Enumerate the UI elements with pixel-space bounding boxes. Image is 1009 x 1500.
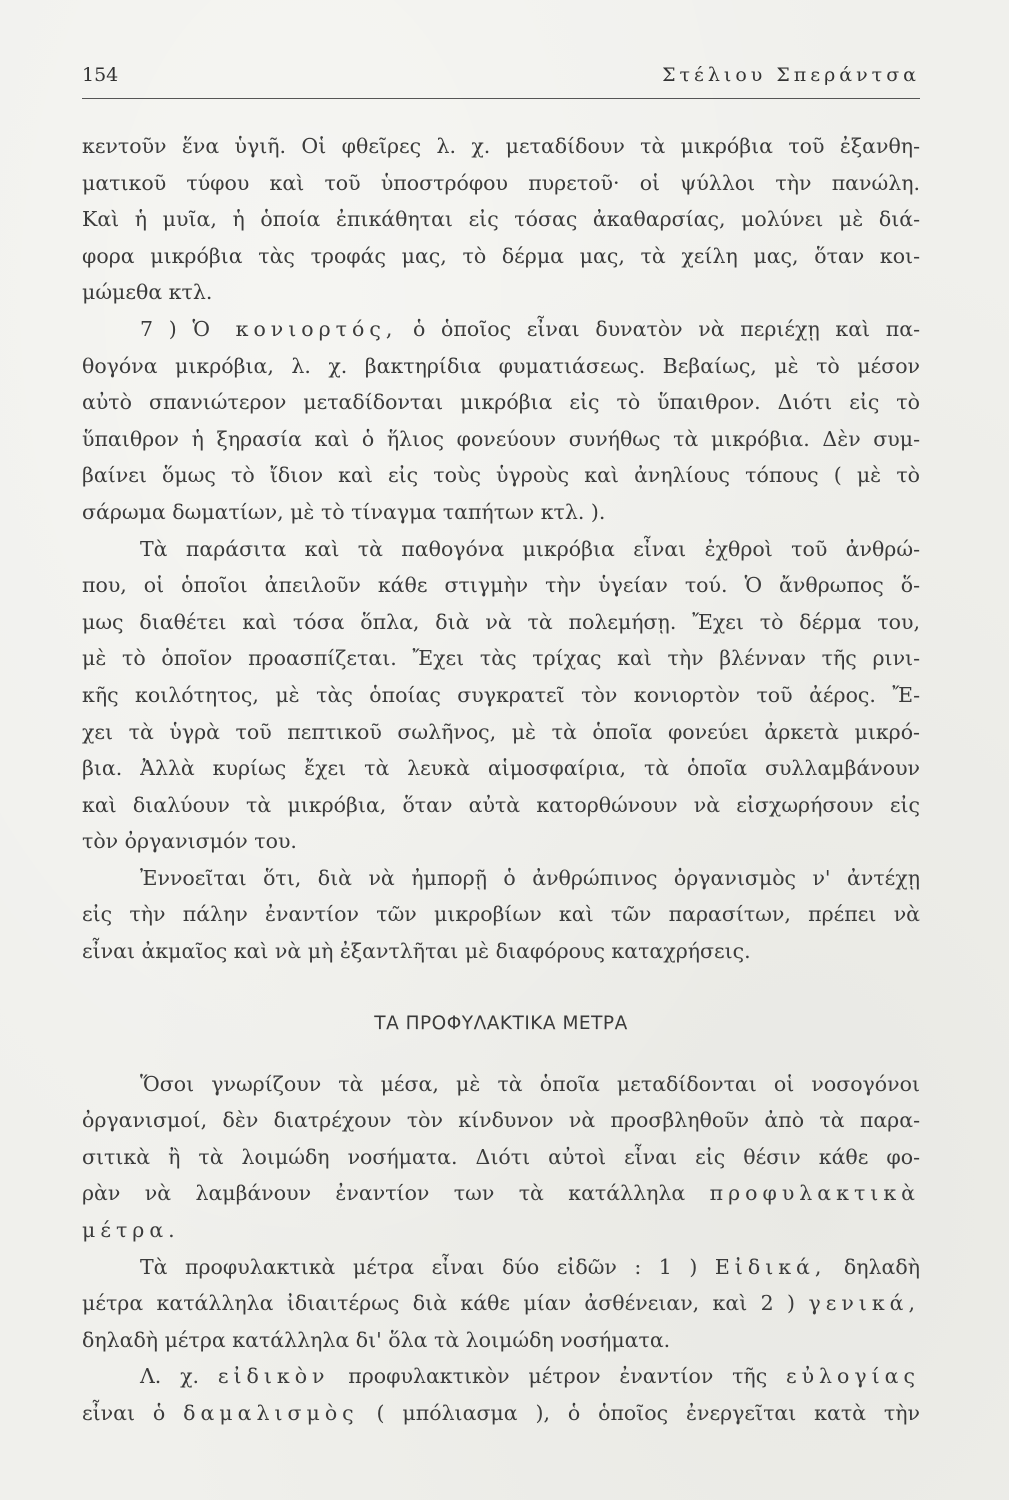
text-line xyxy=(82,1175,920,1212)
text-line: βια. Ἀλλὰ κυρίως ἔχει τὰ λευκὰ αἱμοσφαίρια, τὰ ὁποῖα συλλαμβάνουν xyxy=(82,756,920,781)
text-line: Καὶ ἡ μυῖα, ἡ ὁποία ἐπικάθηται εἰς τόσας ἀκαθαρσίας, μολύνει μὲ διά- xyxy=(82,207,920,232)
text-run: δηλαδὴ xyxy=(826,1254,920,1279)
spaced-term: γενικά, xyxy=(808,1291,920,1316)
text-line: εἶναι ἀκμαῖος καὶ νὰ μὴ ἐξαντλῆται μὲ διαφόρους καταχρήσεις. xyxy=(82,939,751,964)
text-line xyxy=(82,1249,920,1286)
section-heading: ΤΑ ΠΡΟΦΥΛΑΚΤΙΚΑ ΜΕΤΡΑ xyxy=(374,1012,628,1034)
text-line: βαίνει ὅμως τὸ ἴδιον καὶ εἰς τοὺς ὑγροὺς καὶ ἀνηλίους τόπους ( μὲ τὸ xyxy=(82,463,920,488)
text-line: χει τὰ ὑγρὰ τοῦ πεπτικοῦ σωλῆνος, μὲ τὰ ὁποῖα φονεύει ἀρκετὰ μικρό- xyxy=(82,719,920,744)
text-line: σιτικὰ ἢ τὰ λοιμώδη νοσήματα. Διότι αὐτοὶ εἶναι εἰς θέσιν κάθε φο- xyxy=(82,1144,920,1169)
text-line: μως διαθέτει καὶ τόσα ὅπλα, διὰ νὰ τὰ πολεμήσῃ. Ἔχει τὸ δέρμα του, xyxy=(82,609,920,634)
spaced-term: δαμαλισμὸς xyxy=(183,1401,359,1425)
page-header xyxy=(82,62,920,99)
text-run: ( μπόλιασμα ), ὁ ὁποῖος ἐνεργεῖται κατὰ τὴν xyxy=(358,1401,920,1425)
item-number: 7 ) xyxy=(140,316,193,341)
text-run: ρὰν νὰ λαμβάνουν ἐναντίον των τὰ κατάλληλα xyxy=(82,1181,710,1206)
text-line xyxy=(82,1285,920,1322)
text-line: τὸν ὀργανισμόν του. xyxy=(82,829,297,854)
text-run: Λ. χ. xyxy=(140,1364,218,1389)
spaced-term: εὐλογίας xyxy=(785,1364,921,1389)
text-line: κῆς κοιλότητος, μὲ τὰς ὁποίας συγκρατεῖ τὸν κονιορτὸν τοῦ ἀέρος. Ἔ- xyxy=(82,682,920,707)
text-line: Ὅσοι γνωρίζουν τὰ μέσα, μὲ τὰ ὁποῖα μεταδίδονται οἱ νοσογόνοι xyxy=(140,1071,920,1096)
text-line xyxy=(82,1358,920,1395)
text-run: ὁ ὁποῖος εἶναι δυνατὸν νὰ περιέχῃ καὶ πα- xyxy=(397,316,920,341)
text-line: που, οἱ ὁποῖοι ἀπειλοῦν κάθε στιγμὴν τὴν ὑγείαν τού. Ὁ ἄνθρωπος ὅ- xyxy=(82,573,920,598)
text-line: φορα μικρόβια τὰς τροφάς μας, τὸ δέρμα μας, τὰ χείλη μας, ὅταν κοι- xyxy=(82,243,920,268)
page-number: 154 xyxy=(82,64,119,86)
spacer xyxy=(82,1044,920,1066)
text-run: προφυλακτικὸν μέτρον ἐναντίον τῆς xyxy=(329,1364,786,1389)
text-line: σάρωμα δωματίων, μὲ τὸ τίναγμα ταπήτων κτλ. ). xyxy=(82,499,606,524)
spaced-term: προφυλακτικὰ xyxy=(709,1181,920,1206)
text-line: ματικοῦ τύφου καὶ τοῦ ὑποστρόφου πυρετοῦ· οἱ ψύλλοι τὴν πανώλη. xyxy=(82,170,920,195)
text-line xyxy=(82,1395,920,1432)
text-run: Τὰ προφυλακτικὰ μέτρα εἶναι δύο εἰδῶν : 1 ) xyxy=(140,1254,715,1279)
spaced-term: μέτρα. xyxy=(82,1218,180,1243)
text-line xyxy=(82,1212,920,1249)
text-line: καὶ διαλύουν τὰ μικρόβια, ὅταν αὐτὰ κατορθώνουν νὰ εἰσχωρήσουν εἰς xyxy=(82,792,920,817)
spacer xyxy=(82,970,920,1004)
text-line xyxy=(82,311,920,348)
text-line: δηλαδὴ μέτρα κατάλληλα δι' ὅλα τὰ λοιμώδη νοσήματα. xyxy=(82,1327,671,1352)
text-line: εἰς τὴν πάλην ἐναντίον τῶν μικροβίων καὶ τῶν παρασίτων, πρέπει νὰ xyxy=(82,902,920,927)
text-line: ὕπαιθρον ἡ ξηρασία καὶ ὁ ἥλιος φονεύουν συνήθως τὰ μικρόβια. Δὲν συμ- xyxy=(82,426,920,451)
spaced-term: Ὁ κονιορτός, xyxy=(192,316,398,341)
spaced-term: Εἰδικά, xyxy=(714,1254,827,1279)
text-line: θογόνα μικρόβια, λ. χ. βακτηρίδια φυματιάσεως. Βεβαίως, μὲ τὸ μέσον xyxy=(82,353,920,378)
text-line: κεντοῦν ἕνα ὑγιῆ. Οἱ φθεῖρες λ. χ. μεταδίδουν τὰ μικρόβια τοῦ ἐξανθη- xyxy=(82,134,920,158)
text-line: Τὰ παράσιτα καὶ τὰ παθογόνα μικρόβια εἶναι ἐχθροὶ τοῦ ἀνθρώ- xyxy=(140,536,920,561)
text-run: εἶναι ὁ xyxy=(82,1401,184,1425)
body-text xyxy=(82,128,920,1432)
text-line: Ἐννοεῖται ὅτι, διὰ νὰ ἠμπορῇ ὁ ἀνθρώπινος ὀργανισμὸς ν' ἀντέχῃ xyxy=(140,865,920,890)
text-line: αὐτὸ σπανιώτερον μεταδίδονται μικρόβια εἰς τὸ ὕπαιθρον. Διότι εἰς τὸ xyxy=(82,390,920,415)
text-line: ὀργανισμοί, δὲν διατρέχουν τὸν κίνδυνον νὰ προσβληθοῦν ἀπὸ τὰ παρα- xyxy=(82,1108,920,1133)
spaced-term: εἰδικὸν xyxy=(217,1364,330,1389)
text-line: μώμεθα κτλ. xyxy=(82,280,213,305)
running-head: Στέλιου Σπεράντσα xyxy=(662,64,920,86)
text-line: μὲ τὸ ὁποῖον προασπίζεται. Ἔχει τὰς τρίχας καὶ τὴν βλένναν τῆς ρινι- xyxy=(82,646,920,671)
text-run: μέτρα κατάλληλα ἰδιαιτέρως διὰ κάθε μίαν ἀσθένειαν, καὶ 2 ) xyxy=(82,1291,809,1316)
